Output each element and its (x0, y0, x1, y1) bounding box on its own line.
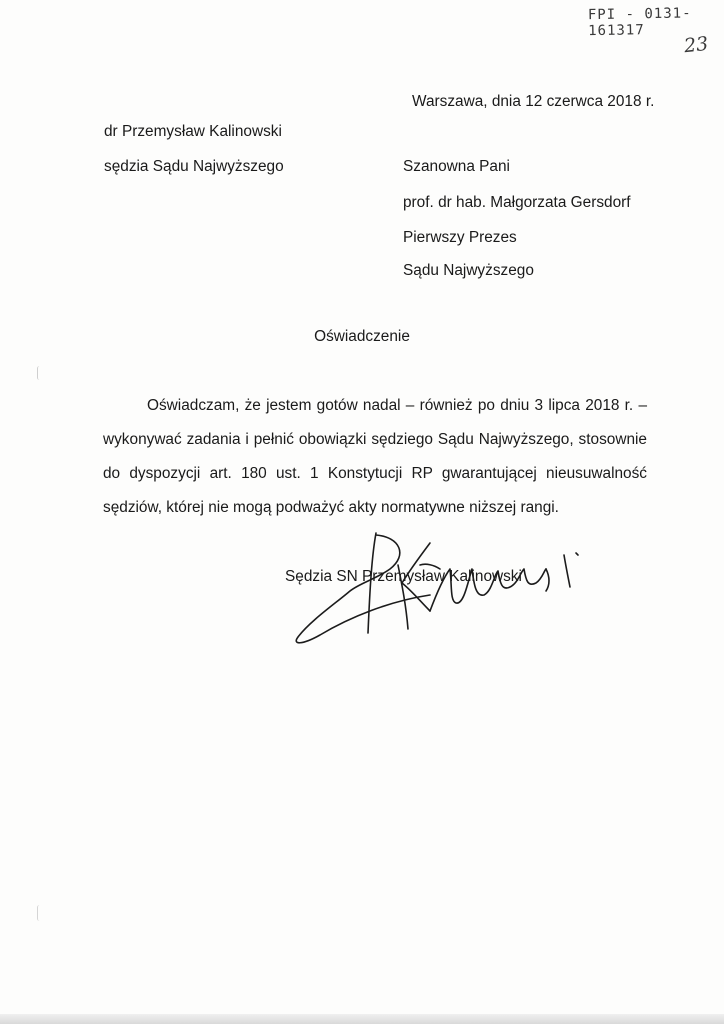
handwritten-page-number: 23 (682, 32, 710, 58)
statement-body (103, 389, 647, 525)
recipient-court: Sądu Najwyższego (403, 262, 534, 279)
statement-paragraph: Oświadczam, że jestem gotów nadal – również po dniu 3 lipca 2018 r. – wykonywać zadania i pełnić obowiązki sędziego Sądu Najwyższego, stosownie do dyspozycji art. 180 ust. 1 Konstytucji RP gwarantującej nieusuwalność sędziów, której nie mogą podważyć akty normatywne niższej rangi. (103, 397, 647, 516)
recipient-greeting: Szanowna Pani (403, 158, 510, 175)
recipient-name: prof. dr hab. Małgorzata Gersdorf (403, 194, 631, 211)
recipient-role: Pierwszy Prezes (403, 229, 517, 246)
scan-artifact (37, 366, 42, 380)
handwritten-reference-number: FPI - 0131-161317 (587, 5, 692, 40)
document-heading: Oświadczenie (314, 328, 410, 345)
date-line: Warszawa, dnia 12 czerwca 2018 r. (412, 93, 655, 110)
sender-name: dr Przemysław Kalinowski (104, 123, 282, 140)
scan-bottom-edge (0, 1014, 724, 1024)
handwritten-signature (280, 525, 600, 665)
scan-artifact (37, 905, 42, 921)
signature-label: Sędzia SN Przemysław Kalinowski (285, 568, 522, 585)
sender-title: sędzia Sądu Najwyższego (104, 158, 284, 175)
